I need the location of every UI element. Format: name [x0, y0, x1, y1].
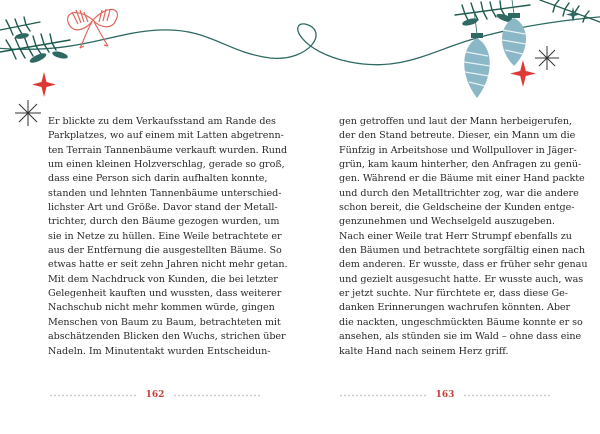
page-number-right [339, 388, 551, 402]
dotted-rule [463, 393, 551, 398]
text-line: Nach einer Weile trat Herr Strumpf ebenfalls zu [339, 230, 572, 242]
text-line: Menschen von Baum zu Baum, betrachteten mit [48, 316, 281, 328]
text-line: die nackten, ungeschmückten Bäume konnte er so [339, 316, 583, 328]
text-line: kalte Hand nach seinem Herz griff. [339, 345, 509, 357]
left-page-body [48, 115, 288, 359]
text-line: schon bereit, die Geldscheine der Kunden entge- [339, 202, 575, 214]
text-line: grün, kam kaum hinterher, den Anfragen zu genü- [339, 159, 582, 171]
text-line: Parkplatzes, wo auf einem mit Latten abgetrenn- [48, 130, 284, 142]
text-line: ansehen, als stünden sie im Wald – ohne dass eine [339, 331, 582, 343]
text-line: abschätzenden Blicken den Wuchs, strichen über [48, 331, 286, 343]
text-line: lichster Art und Größe. Davor stand der Metall- [48, 202, 278, 214]
text-line: den Bäumen und betrachtete sorgfältig einen nach [339, 245, 585, 257]
dotted-rule [49, 393, 137, 398]
text-line: Nadeln. Im Minutentakt wurden Entscheidun- [48, 345, 271, 357]
sparkle-icon [15, 100, 41, 126]
text-line: und durch den Metalltrichter zog, war die andere [339, 187, 579, 199]
sparkle-icon [535, 46, 559, 70]
text-line: gen. Während er die Bäume mit einer Hand packte [339, 173, 585, 185]
text-line: Gelegenheit kauften und wussten, dass weiterer [48, 288, 282, 300]
text-line: Fünfzig in Arbeitshose und Wollpullover in Jäger- [339, 144, 577, 156]
text-line: dem anderen. Er wusste, dass er früher sehr genau [339, 259, 588, 271]
text-line: aus der Entfernung die ausgestellten Bäume. So [48, 245, 282, 257]
text-line: sie in Netze zu hüllen. Eine Weile betrachtete er [48, 230, 282, 242]
dotted-rule [173, 393, 261, 398]
text-line: trichter, durch den Bäume gezogen wurden, um [48, 216, 280, 228]
text-line: und gezielt ausgesucht hatte. Er wusste auch, was [339, 273, 584, 285]
text-line: etwas hatte er seit zehn Jahren nicht mehr getan. [48, 259, 288, 271]
text-line: dass eine Person sich darin aufhalten konnte, [48, 173, 268, 185]
text-line: gen getroffen und laut der Mann herbeigerufen, [339, 116, 572, 127]
page-number: 162 [145, 390, 165, 400]
text-line: er jetzt suchte. Nur fürchtete er, dass diese Ge- [339, 288, 568, 300]
right-page-body [339, 115, 588, 359]
text-line: Er blickte zu dem Verkaufsstand am Rande des [48, 116, 276, 127]
text-line: standen und lehnten Tannenbäume unterschied- [48, 187, 282, 199]
text-line: genzunehmen und Wechselgeld auszugeben. [339, 216, 555, 228]
text-line: Mit dem Nachdruck von Kunden, die bei letzter [48, 273, 278, 285]
text-line: ten Terrain Tannenbäume verkauft wurden. Rund [48, 144, 288, 156]
page-number: 163 [435, 390, 455, 400]
text-line: danken Erinnerungen wachrufen könnten. Aber [339, 302, 571, 314]
star-icon [32, 72, 56, 97]
page-number-left [49, 388, 261, 402]
glass-ornament-icon [502, 0, 526, 66]
text-line: der den Stand betreute. Dieser, ein Mann um die [339, 130, 576, 142]
text-line: Nachschub nicht mehr kommen würde, gingen [48, 302, 275, 314]
dotted-rule [339, 393, 427, 398]
text-line: um einen kleinen Holzverschlag, gerade so groß, [48, 159, 285, 171]
